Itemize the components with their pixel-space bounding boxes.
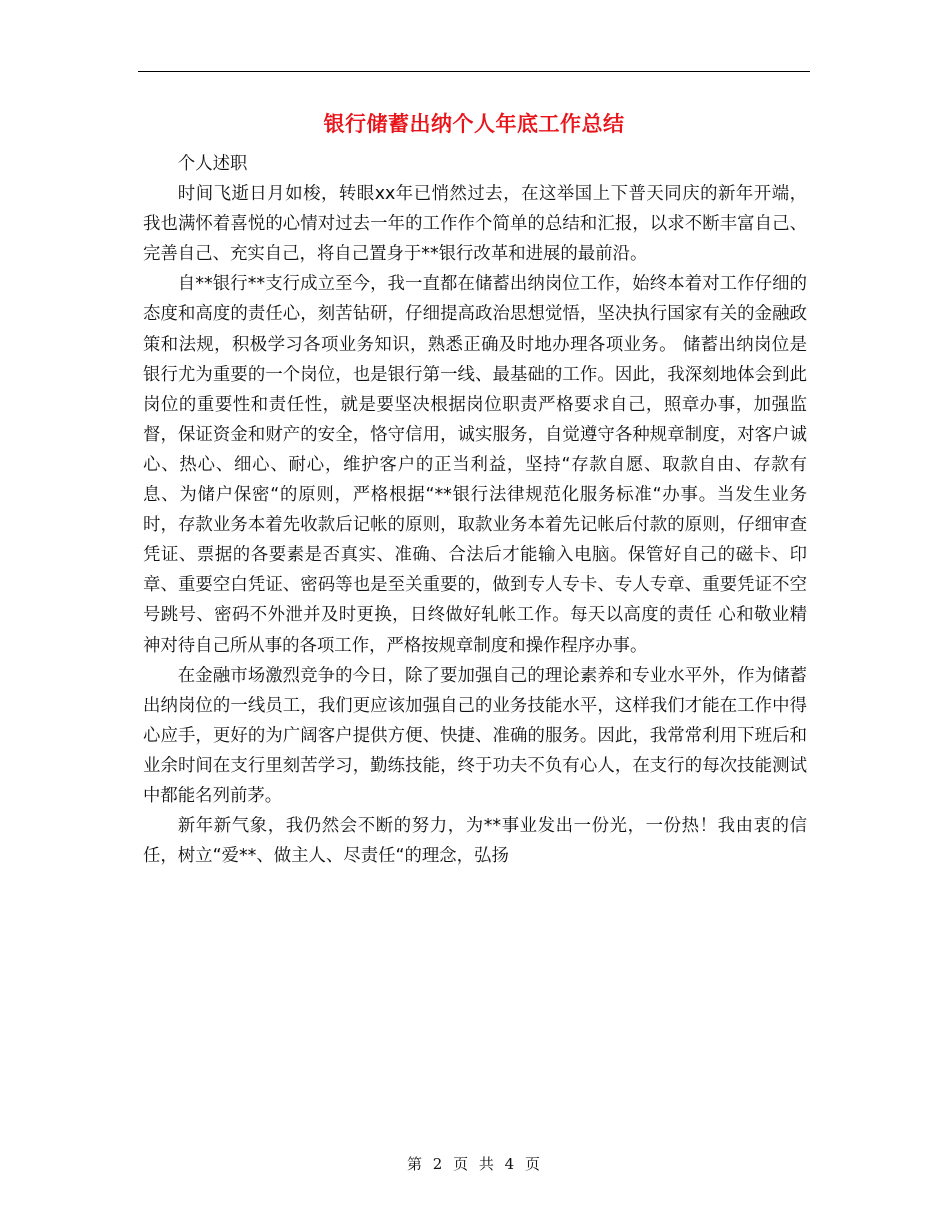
header-rule	[138, 71, 810, 72]
page-number: 第 2 页 共 4 页	[407, 1155, 543, 1173]
paragraph-3: 在金融市场激烈竞争的今日，除了要加强自己的理论素养和专业水平外，作为储蓄出纳岗位的一线员工，我们更应该加强自己的业务技能水平，这样我们才能在工作中得心应手，更好的为广阔客户提供方便、快捷、准确的服务。因此，我常常利用下班后和业余时间在支行里刻苦学习，勤练技能，终于功夫不负有心人，在支行的每次技能测试中都能名列前茅。	[143, 665, 807, 806]
paragraph-2: 自**银行**支行成立至今，我一直都在储蓄出纳岗位工作，始终本着对工作仔细的态度和高度的责任心，刻苦钻研，仔细提高政治思想觉悟，坚决执行国家有关的金融政策和法规，积极学习各项业务知识，熟悉正确及时地办理各项业务。 储蓄出纳岗位是银行尤为重要的一个岗位，也是银行第一线、最基础的工作。因此，我深刻地体会到此岗位的重要性和责任性，就是要坚决根据岗位职责严格要求自己，照章办事，加强监督，保证资金和财产的安全，恪守信用，诚实服务，自觉遵守各种规章制度，对客户诚心、热心、细心、耐心，维护客户的正当利益，坚持“存款自愿、取款自由、存款有息、为储户保密“的原则，严格根据“**银行法律规范化服务标准“办事。当发生业务时，存款业务本着先收款后记帐的原则，取款业务本着先记帐后付款的原则，仔细审查凭证、票据的各要素是否真实、准确、合法后才能输入电脑。保管好自己的磁卡、印章、重要空白凭证、密码等也是至关重要的，做到专人专卡、专人专章、重要凭证不空号跳号、密码不外泄并及时更换，日终做好轧帐工作。每天以高度的责任 心和敬业精神对待自己所从事的各项工作，严格按规章制度和操作程序办事。	[143, 274, 807, 656]
document-body	[143, 149, 807, 871]
paragraph-1: 时间飞逝日月如梭，转眼xx年已悄然过去，在这举国上下普天同庆的新年开端，我也满怀着喜悦的心情对过去一年的工作作个简单的总结和汇报，以求不断丰富自己、完善自己、充实自己，将自己置身于**银行改革和进展的最前沿。	[143, 184, 807, 265]
document-title: 银行储蓄出纳个人年底工作总结	[323, 112, 625, 136]
paragraph-4: 新年新气象，我仍然会不断的努力，为**事业发出一份光，一份热！我由衷的信任，树立“爱**、做主人、尽责任“的理念，弘扬	[143, 816, 807, 867]
section-heading: 个人述职	[177, 154, 248, 174]
